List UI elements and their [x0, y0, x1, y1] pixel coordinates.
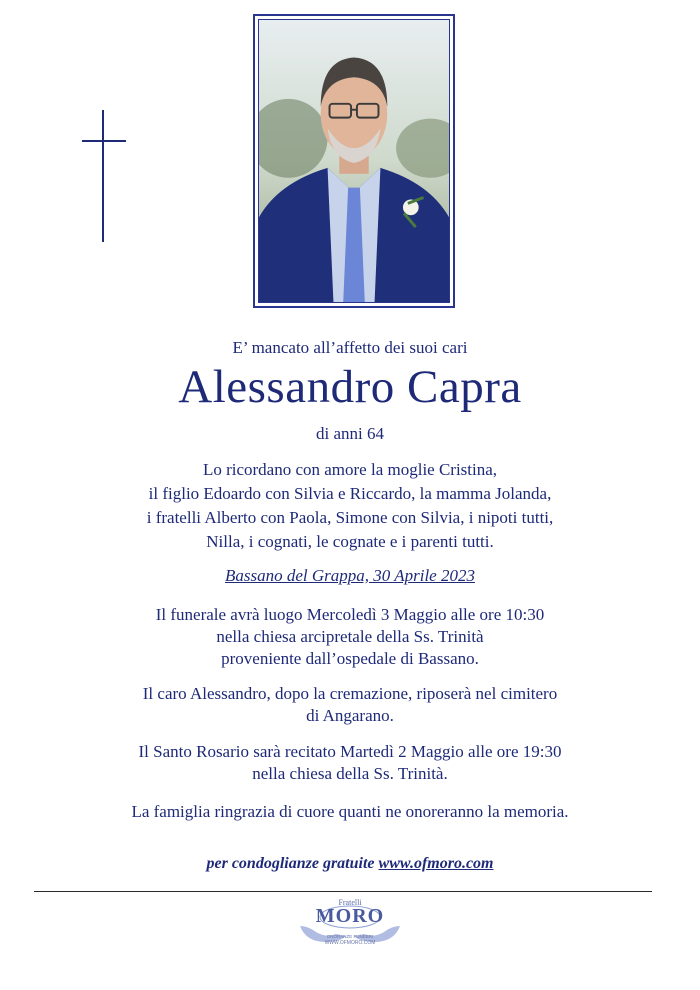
cremation-paragraph — [0, 683, 700, 727]
funeral-home-logo — [296, 896, 404, 956]
logo-subtitle: ONORANZE FUNEBRI — [326, 934, 374, 939]
place-date-text: Bassano del Grappa, 30 Aprile 2023 — [225, 566, 475, 585]
mourners-paragraph — [0, 458, 700, 554]
place-date-line — [0, 566, 700, 586]
portrait-photo — [258, 19, 450, 303]
logo-fratelli: Fratelli — [338, 898, 362, 907]
portrait-frame — [253, 14, 455, 308]
funeral-line: Il funerale avrà luogo Mercoledì 3 Maggio alle ore 10:30 — [155, 605, 545, 624]
cremation-line: di Angarano. — [306, 706, 394, 725]
rosary-paragraph — [0, 741, 700, 785]
intro-text: E’ mancato all’affetto dei suoi cari — [232, 338, 468, 357]
logo-website: WWW.OFMORO.COM — [324, 940, 376, 946]
funeral-line: nella chiesa arcipretale della Ss. Trinità — [216, 627, 484, 646]
mourners-line: i fratelli Alberto con Paola, Simone con Silvia, i nipoti tutti, — [146, 508, 554, 527]
mourners-line: Lo ricordano con amore la moglie Cristina, — [202, 460, 498, 479]
cremation-line: Il caro Alessandro, dopo la cremazione, riposerà nel cimitero — [142, 684, 558, 703]
condolences-label: per condoglianze gratuite — [206, 855, 375, 872]
condolences-line — [0, 855, 700, 873]
funeral-paragraph — [0, 604, 700, 670]
portrait-illustration — [259, 20, 449, 302]
cross-horizontal-bar — [82, 140, 126, 142]
footer-divider — [34, 891, 652, 892]
deceased-name: Alessandro Capra — [178, 361, 522, 413]
rosary-line: Il Santo Rosario sarà recitato Martedì 2 Maggio alle ore 19:30 — [138, 742, 562, 761]
cross-icon — [82, 110, 126, 242]
rosary-line: nella chiesa della Ss. Trinità. — [252, 764, 448, 783]
mourners-line: Nilla, i cognati, le cognate e i parenti tutti. — [206, 532, 494, 551]
mourners-line: il figlio Edoardo con Silvia e Riccardo, la mamma Jolanda, — [148, 484, 552, 503]
cross-vertical-bar — [102, 110, 104, 242]
logo-brand: MORO — [315, 905, 385, 927]
thanks-text: La famiglia ringrazia di cuore quanti ne onoreranno la memoria. — [131, 802, 569, 821]
funeral-line: proveniente dall’ospedale di Bassano. — [221, 649, 479, 668]
deceased-age: di anni 64 — [316, 424, 384, 443]
condolences-link[interactable]: www.ofmoro.com — [378, 855, 494, 872]
